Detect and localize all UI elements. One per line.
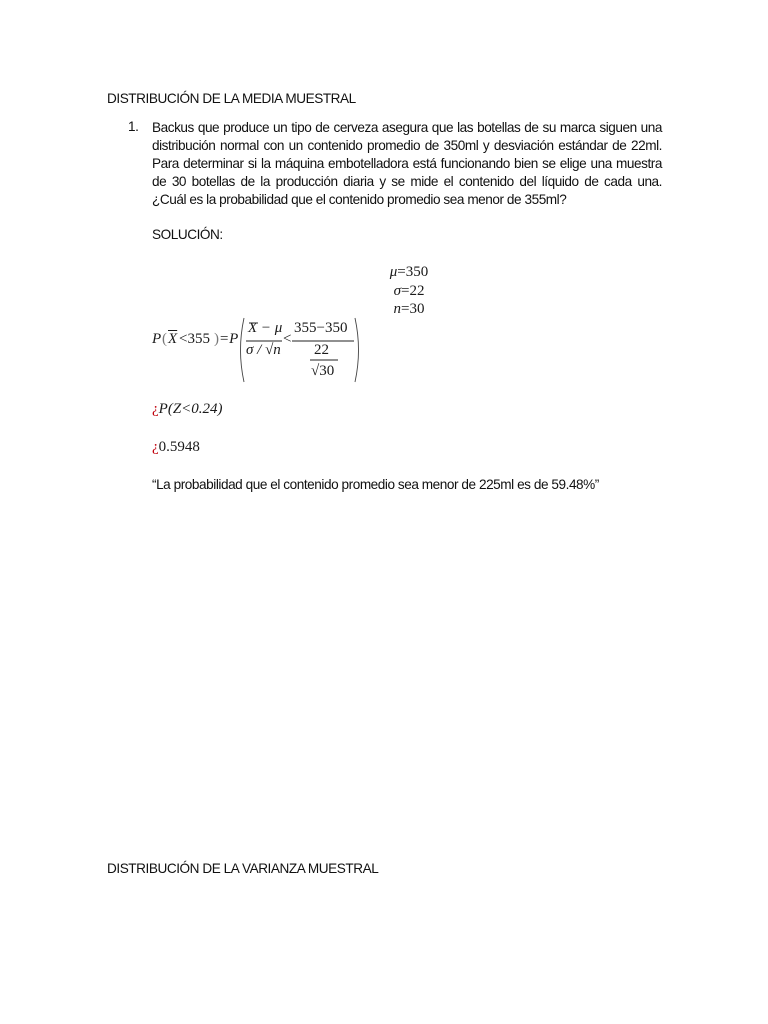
- problem-text: Backus que produce un tipo de cerveza asegura que las botellas de su marca siguen una distribución normal con un contenido promedio de 350ml y desviación estándar de 22ml. Para determinar si la máquina embotelladora está funcionando bien se elige una muestra de 30 botellas de la producción diaria y se mide el contenido del líquido de cada una. ¿Cuál es la probabilidad que el contenido promedio sea menor de 355ml?: [152, 120, 662, 207]
- eq-open-paren: (: [162, 331, 167, 347]
- given-values: [372, 263, 446, 319]
- eq-big-right-paren: [353, 316, 363, 384]
- solution-label: SOLUCIÓN:: [152, 227, 223, 242]
- given-sigma: σ=22: [393, 282, 425, 299]
- eq-p-left: P: [152, 331, 162, 347]
- given-mu: μ=350: [389, 264, 429, 280]
- standardization-equation: [152, 316, 364, 384]
- eq-xbar: $\overline{X}$: [168, 331, 178, 347]
- step-z-expression: P(Z<0.24): [158, 401, 223, 417]
- section-heading-media-muestral: DISTRIBUCIÓN DE LA MEDIA MUESTRAL: [107, 91, 356, 106]
- eq-lt-355: <355: [179, 331, 210, 347]
- eq-close-paren: ): [214, 331, 219, 347]
- solution-step-result: [152, 439, 200, 456]
- eq-num-rhs: 355−350: [294, 320, 348, 336]
- eq-inner-den: √30: [311, 363, 335, 379]
- step-marker: ¿: [152, 401, 159, 417]
- eq-inner-num: 22: [314, 342, 329, 358]
- step-marker: ¿: [152, 439, 159, 455]
- conclusion-text: “La probabilidad que el contenido promedio sea menor de 225ml es de 59.48%”: [152, 477, 599, 492]
- eq-equals-p: =P: [219, 331, 239, 347]
- eq-num-xbar-overline: [248, 322, 260, 325]
- step-result-value: 0.5948: [158, 439, 200, 455]
- section-heading-varianza-muestral: DISTRIBUCIÓN DE LA VARIANZA MUESTRAL: [107, 861, 379, 876]
- given-n: n=30: [393, 301, 425, 317]
- eq-lt: <: [283, 331, 292, 347]
- eq-den-lhs: σ / √n: [246, 342, 281, 358]
- problem-number: 1.: [128, 119, 139, 134]
- eq-num-lhs: X − μ: [248, 320, 283, 336]
- eq-inner-frac-bar: [310, 359, 338, 361]
- solution-step-z: [152, 401, 223, 418]
- eq-big-left-paren: [236, 316, 246, 384]
